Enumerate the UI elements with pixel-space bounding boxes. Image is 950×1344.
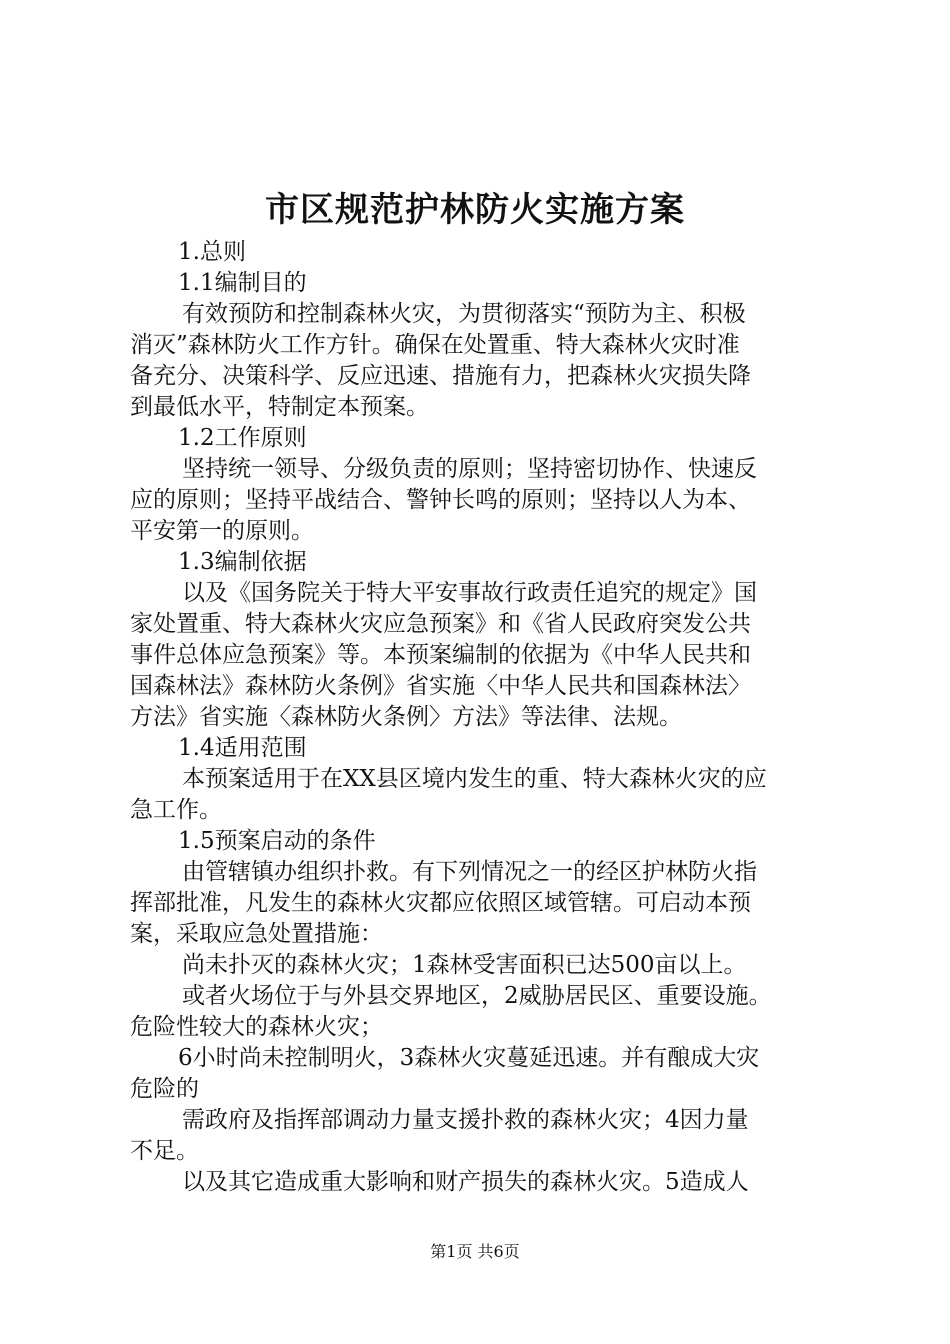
heading-basis: 1.3编制依据 [178, 549, 307, 575]
paragraph-line: 6小时尚未控制明火，3森林火灾蔓延迅速。并有酿成大灾 [178, 1045, 760, 1071]
paragraph-line: 急工作。 [130, 797, 222, 823]
paragraph-line: 坚持统一领导、分级负责的原则；坚持密切协作、快速反 [182, 456, 757, 482]
paragraph-line: 需政府及指挥部调动力量支援扑救的森林火灾；4因力量 [182, 1107, 749, 1133]
heading-purpose: 1.1编制目的 [178, 270, 307, 296]
paragraph-line: 以及《国务院关于特大平安事故行政责任追究的规定》国 [182, 580, 757, 606]
paragraph-line: 有效预防和控制森林火灾，为贯彻落实“预防为主、积极 [182, 301, 746, 327]
heading-conditions: 1.5预案启动的条件 [178, 828, 376, 854]
paragraph-line: 到最低水平，特制定本预案。 [130, 394, 429, 420]
paragraph-line: 不足。 [130, 1138, 199, 1164]
paragraph-line: 方法》省实施〈森林防火条例〉方法》等法律、法规。 [130, 704, 682, 730]
heading-general: 1.总则 [178, 239, 246, 265]
heading-scope: 1.4适用范围 [178, 735, 307, 761]
paragraph-line: 挥部批准，凡发生的森林火灾都应依照区域管辖。可启动本预 [130, 890, 751, 916]
paragraph-line: 本预案适用于在XX县区境内发生的重、特大森林火灾的应 [182, 766, 767, 792]
paragraph-line: 备充分、决策科学、反应迅速、措施有力，把森林火灾损失降 [130, 363, 751, 389]
heading-principles: 1.2工作原则 [178, 425, 307, 451]
paragraph-line: 危险的 [130, 1076, 199, 1102]
paragraph-line: 危险性较大的森林火灾； [130, 1014, 383, 1040]
page-footer: 第1页 共6页 [430, 1242, 520, 1261]
paragraph-line: 消灭”森林防火工作方针。确保在处置重、特大森林火灾时准 [130, 332, 740, 358]
paragraph-line: 以及其它造成重大影响和财产损失的森林火灾。5造成人 [182, 1169, 749, 1195]
paragraph-line: 或者火场位于与外县交界地区，2威胁居民区、重要设施。 [182, 983, 772, 1009]
paragraph-line: 尚未扑灭的森林火灾；1森林受害面积已达500亩以上。 [182, 952, 747, 978]
paragraph-line: 案，采取应急处置措施： [130, 921, 383, 947]
paragraph-line: 平安第一的原则。 [130, 518, 314, 544]
paragraph-line: 家处置重、特大森林火灾应急预案》和《省人民政府突发公共 [130, 611, 751, 637]
paragraph-line: 事件总体应急预案》等。本预案编制的依据为《中华人民共和 [130, 642, 751, 668]
document-title: 市区规范护林防火实施方案 [265, 190, 685, 230]
paragraph-line: 由管辖镇办组织扑救。有下列情况之一的经区护林防火指 [182, 859, 757, 885]
paragraph-line: 应的原则；坚持平战结合、警钟长鸣的原则；坚持以人为本、 [130, 487, 751, 513]
paragraph-line: 国森林法》森林防火条例》省实施〈中华人民共和国森林法〉 [130, 673, 751, 699]
